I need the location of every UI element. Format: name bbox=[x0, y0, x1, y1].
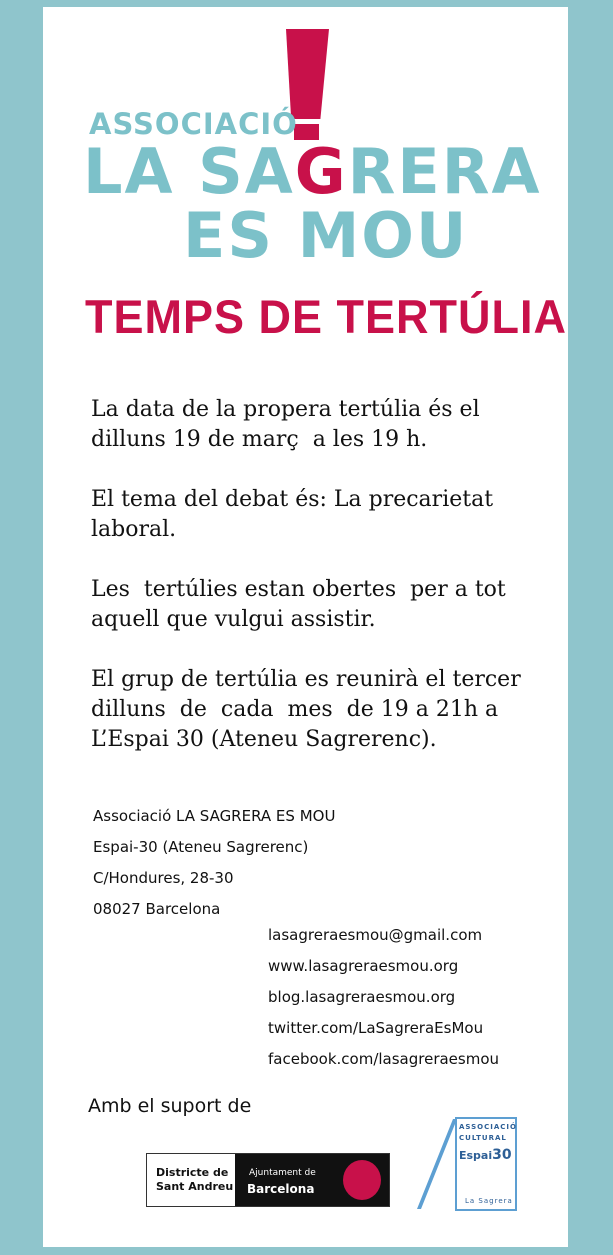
contact-line: C/Hondures, 28-30 bbox=[93, 869, 234, 887]
espai-name: Espai30 bbox=[459, 1147, 512, 1163]
paragraph-date: La data de la propera tertúlia és el dilluns 19 de març a les 19 h. bbox=[91, 397, 480, 452]
email-link[interactable]: lasagreraesmou@gmail.com bbox=[268, 926, 483, 944]
paragraph-topic: El tema del debat és: La precarietat laboral. bbox=[91, 487, 494, 542]
announcement-text bbox=[91, 395, 561, 785]
ajuntament-logo bbox=[146, 1153, 390, 1207]
contact-links bbox=[268, 920, 499, 1075]
contact-line: Associació LA SAGRERA ES MOU bbox=[93, 807, 336, 825]
paragraph-schedule: El grup de tertúlia es reunirà el tercer dilluns de cada mes de 19 a 21h a L’Espai 30 (Ateneu Sagrerenc). bbox=[91, 667, 521, 752]
contact-address bbox=[93, 801, 335, 925]
barcelona-crest-icon bbox=[343, 1160, 381, 1200]
logo-line-associacio: ASSOCIACIÓ bbox=[89, 107, 298, 141]
logo-line-la-sagrera: LA SAGRERA bbox=[83, 135, 542, 208]
poster bbox=[43, 7, 568, 1247]
district-label: Districte de Sant Andreu bbox=[156, 1166, 234, 1193]
association-logo bbox=[43, 7, 568, 272]
twitter-link[interactable]: twitter.com/LaSagreraEsMou bbox=[268, 1019, 484, 1037]
ajuntament-label: Ajuntament de Barcelona bbox=[235, 1154, 389, 1206]
paragraph-open: Les tertúlies estan obertes per a tot aquell que vulgui assistir. bbox=[91, 577, 506, 632]
facebook-link[interactable]: facebook.com/lasagreraesmou bbox=[268, 1050, 500, 1068]
blog-link[interactable]: blog.lasagreraesmou.org bbox=[268, 988, 456, 1006]
exclamation-mark-icon bbox=[286, 29, 329, 119]
website-link[interactable]: www.lasagreraesmou.org bbox=[268, 957, 459, 975]
logo-line-es-mou: ES MOU bbox=[183, 199, 469, 272]
contact-line: Espai-30 (Ateneu Sagrerenc) bbox=[93, 838, 309, 856]
support-label: Amb el suport de bbox=[88, 1095, 252, 1117]
espai30-logo: ASSOCIACIÓ CULTURAL Espai30 La Sagrera bbox=[415, 1117, 521, 1211]
poster-title: TEMPS DE TERTÚLIA bbox=[85, 289, 568, 344]
contact-line: 08027 Barcelona bbox=[93, 900, 221, 918]
